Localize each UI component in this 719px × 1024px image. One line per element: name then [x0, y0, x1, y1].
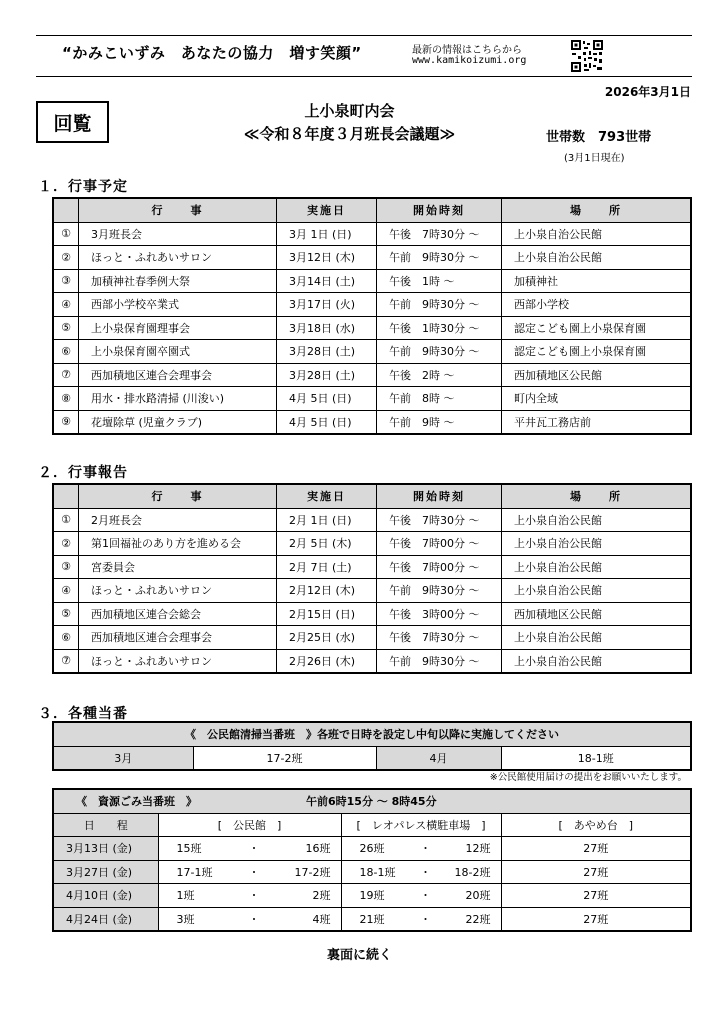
- garbage-row: [53, 907, 691, 931]
- table-row: [53, 293, 691, 317]
- garbage-header-row: [53, 789, 691, 813]
- event-name: 第1回福祉のあり方を進める会: [79, 532, 277, 556]
- event-time: 午前 9時30分 ～: [377, 340, 502, 364]
- leopalace-groups: [341, 860, 501, 884]
- event-time: 午後 7時30分 ～: [377, 626, 502, 650]
- group-a: 26班: [359, 842, 385, 856]
- ayamedai-group: 27班: [501, 837, 691, 861]
- table-row: [53, 387, 691, 411]
- event-place: 西加積地区公民館: [502, 363, 692, 387]
- event-date: 2月 1日 (日): [277, 508, 377, 532]
- separator-dot: ・: [420, 889, 431, 903]
- event-place: 加積神社: [502, 269, 692, 293]
- group-b: 20班: [465, 889, 491, 903]
- row-number: ⑤: [53, 316, 79, 340]
- household-as-of: (3月1日現在): [564, 153, 625, 164]
- event-place: 上小泉自治公民館: [502, 649, 692, 673]
- event-time: 午前 9時30分 ～: [377, 579, 502, 603]
- event-place: 上小泉自治公民館: [502, 532, 692, 556]
- separator-dot: ・: [248, 912, 260, 926]
- garbage-date: 4月10日 (金): [53, 884, 158, 908]
- meeting-title: ≪令和８年度３月班長会議題≫: [243, 125, 456, 143]
- table-row: [53, 246, 691, 270]
- garbage-duty-table: [52, 788, 692, 932]
- header-top-rule: [36, 35, 692, 36]
- leopalace-groups: [341, 907, 501, 931]
- event-name: 2月班長会: [79, 508, 277, 532]
- garbage-date: 3月27日 (金): [53, 860, 158, 884]
- separator-dot: ・: [248, 889, 260, 903]
- event-time: 午後 2時 ～: [377, 363, 502, 387]
- event-name: ほっと・ふれあいサロン: [79, 246, 277, 270]
- table-row: [53, 269, 691, 293]
- event-time: 午後 7時00分 ～: [377, 532, 502, 556]
- col-date: 実施日: [277, 484, 377, 508]
- event-time: 午後 7時00分 ～: [377, 555, 502, 579]
- event-time: 午後 7時30分 ～: [377, 222, 502, 246]
- cleaning-group-1: 17-2班: [193, 746, 376, 770]
- leopalace-groups: [341, 837, 501, 861]
- event-place: 上小泉自治公民館: [502, 626, 692, 650]
- row-number: ⑧: [53, 387, 79, 411]
- col-time: 開始時刻: [377, 198, 502, 222]
- group-b: 18-2班: [454, 865, 491, 879]
- event-place: 西部小学校: [502, 293, 692, 317]
- group-a: 3班: [176, 912, 195, 926]
- event-date: 4月 5日 (日): [277, 387, 377, 411]
- garbage-col-leopalace: [ レオパレス横駐車場 ]: [341, 813, 501, 837]
- event-place: 上小泉自治公民館: [502, 508, 692, 532]
- table-row: [53, 532, 691, 556]
- row-number: ④: [53, 293, 79, 317]
- event-place: 上小泉自治公民館: [502, 555, 692, 579]
- group-b: 16班: [305, 842, 331, 856]
- leopalace-groups: [341, 884, 501, 908]
- kominkan-groups: [158, 884, 341, 908]
- event-date: 3月 1日 (日): [277, 222, 377, 246]
- table-row: [53, 410, 691, 434]
- event-name: 西加積地区連合会理事会: [79, 363, 277, 387]
- group-a: 19班: [359, 889, 385, 903]
- group-a: 21班: [359, 912, 385, 926]
- table-row: [53, 602, 691, 626]
- section1-title: １．行事予定: [38, 179, 128, 195]
- event-name: 加積神社春季例大祭: [79, 269, 277, 293]
- row-number: ⑦: [53, 363, 79, 387]
- garbage-row: [53, 884, 691, 908]
- garbage-date: 4月24日 (金): [53, 907, 158, 931]
- event-time: 午前 9時30分 ～: [377, 246, 502, 270]
- cleaning-note: ※公民館使用届けの提出をお願いいたします。: [489, 772, 687, 783]
- garbage-header-time: 午前6時15分 ～ 8時45分: [306, 795, 437, 809]
- row-number: ⑦: [53, 649, 79, 673]
- schedule-table: [52, 197, 692, 435]
- event-time: 午前 9時30分 ～: [377, 293, 502, 317]
- event-name: ほっと・ふれあいサロン: [79, 649, 277, 673]
- event-name: 上小泉保育園理事会: [79, 316, 277, 340]
- garbage-col-date: 日 程: [53, 813, 158, 837]
- organization-name: 上小泉町内会: [304, 102, 395, 120]
- continued-notice: 裏面に続く: [326, 948, 392, 963]
- event-place: 上小泉自治公民館: [502, 222, 692, 246]
- event-date: 2月25日 (水): [277, 626, 377, 650]
- cleaning-header: 《 公民館清掃当番班 》各班で日時を設定し中旬以降に実施してください: [53, 722, 691, 746]
- group-b: 4班: [312, 912, 331, 926]
- cleaning-duty-table: [52, 721, 692, 771]
- event-date: 3月17日 (火): [277, 293, 377, 317]
- slogan: “かみこいずみ あなたの協力 増す笑顔”: [62, 44, 362, 62]
- ayamedai-group: 27班: [501, 907, 691, 931]
- table-row: [53, 649, 691, 673]
- event-name: 西加積地区連合会総会: [79, 602, 277, 626]
- table-row: [53, 579, 691, 603]
- separator-dot: ・: [248, 842, 260, 856]
- event-time: 午後 7時30分 ～: [377, 508, 502, 532]
- qr-code-icon[interactable]: [570, 39, 604, 73]
- event-place: 平井瓦工務店前: [502, 410, 692, 434]
- garbage-col-row: [53, 813, 691, 837]
- kominkan-groups: [158, 860, 341, 884]
- event-date: 2月15日 (日): [277, 602, 377, 626]
- table-row: [53, 316, 691, 340]
- info-text: 最新の情報はこちらから: [412, 45, 522, 56]
- group-b: 2班: [312, 889, 331, 903]
- circulation-stamp: 回覧: [36, 101, 109, 143]
- event-name: 上小泉保育園卒園式: [79, 340, 277, 364]
- website-link[interactable]: www.kamikoizumi.org: [412, 55, 527, 66]
- separator-dot: ・: [420, 865, 431, 879]
- cleaning-month-2: 4月: [376, 746, 501, 770]
- section2-title: ２．行事報告: [38, 465, 128, 481]
- table-row: [53, 340, 691, 364]
- col-time: 開始時刻: [377, 484, 502, 508]
- event-date: 3月28日 (土): [277, 363, 377, 387]
- row-number: ⑥: [53, 340, 79, 364]
- event-name: 西部小学校卒業式: [79, 293, 277, 317]
- cleaning-month-1: 3月: [53, 746, 193, 770]
- garbage-col-ayamedai: [ あやめ台 ]: [501, 813, 691, 837]
- event-date: 3月12日 (木): [277, 246, 377, 270]
- table-header-row: [53, 198, 691, 222]
- cleaning-header-row: [53, 722, 691, 746]
- ayamedai-group: 27班: [501, 884, 691, 908]
- group-a: 15班: [176, 842, 202, 856]
- event-place: 上小泉自治公民館: [502, 579, 692, 603]
- event-time: 午前 8時 ～: [377, 387, 502, 411]
- event-date: 2月12日 (木): [277, 579, 377, 603]
- cleaning-group-2: 18-1班: [501, 746, 691, 770]
- event-time: 午後 3時00分 ～: [377, 602, 502, 626]
- group-a: 1班: [176, 889, 195, 903]
- row-number: ②: [53, 246, 79, 270]
- header-bottom-rule: [36, 76, 692, 77]
- row-number: ③: [53, 269, 79, 293]
- col-no: [53, 198, 79, 222]
- garbage-row: [53, 837, 691, 861]
- event-date: 2月 5日 (木): [277, 532, 377, 556]
- group-b: 22班: [465, 912, 491, 926]
- report-table: [52, 483, 692, 674]
- event-name: 花壇除草 (児童クラブ): [79, 410, 277, 434]
- event-date: 3月18日 (水): [277, 316, 377, 340]
- event-date: 3月28日 (土): [277, 340, 377, 364]
- row-number: ⑥: [53, 626, 79, 650]
- col-no: [53, 484, 79, 508]
- table-header-row: [53, 484, 691, 508]
- event-place: 上小泉自治公民館: [502, 246, 692, 270]
- event-place: 町内全域: [502, 387, 692, 411]
- event-name: 西加積地区連合会理事会: [79, 626, 277, 650]
- table-row: [53, 555, 691, 579]
- event-place: 西加積地区公民館: [502, 602, 692, 626]
- separator-dot: ・: [420, 912, 431, 926]
- row-number: ⑨: [53, 410, 79, 434]
- row-number: ①: [53, 508, 79, 532]
- event-time: 午後 1時30分 ～: [377, 316, 502, 340]
- separator-dot: ・: [248, 865, 260, 879]
- event-place: 認定こども園上小泉保育園: [502, 316, 692, 340]
- kominkan-groups: [158, 907, 341, 931]
- issue-date: 2026年3月1日: [604, 85, 691, 99]
- event-name: 3月班長会: [79, 222, 277, 246]
- event-time: 午後 1時 ～: [377, 269, 502, 293]
- cleaning-row: [53, 746, 691, 770]
- event-date: 2月26日 (木): [277, 649, 377, 673]
- table-row: [53, 626, 691, 650]
- event-name: 宮委員会: [79, 555, 277, 579]
- kominkan-groups: [158, 837, 341, 861]
- garbage-date: 3月13日 (金): [53, 837, 158, 861]
- group-b: 17-2班: [294, 865, 331, 879]
- group-a: 18-1班: [359, 865, 396, 879]
- col-date: 実施日: [277, 198, 377, 222]
- event-time: 午前 9時30分 ～: [377, 649, 502, 673]
- section3-title: ３．各種当番: [38, 706, 128, 722]
- table-row: [53, 363, 691, 387]
- ayamedai-group: 27班: [501, 860, 691, 884]
- event-time: 午前 9時 ～: [377, 410, 502, 434]
- row-number: ⑤: [53, 602, 79, 626]
- event-place: 認定こども園上小泉保育園: [502, 340, 692, 364]
- garbage-row: [53, 860, 691, 884]
- household-count: 世帯数 793世帯: [546, 130, 652, 145]
- event-date: 3月14日 (土): [277, 269, 377, 293]
- group-b: 12班: [465, 842, 491, 856]
- event-date: 4月 5日 (日): [277, 410, 377, 434]
- col-place: 場 所: [502, 198, 692, 222]
- group-a: 17-1班: [176, 865, 213, 879]
- row-number: ②: [53, 532, 79, 556]
- separator-dot: ・: [420, 842, 431, 856]
- garbage-header: [53, 789, 691, 813]
- event-name: 用水・排水路清掃 (川浚い): [79, 387, 277, 411]
- row-number: ③: [53, 555, 79, 579]
- table-row: [53, 508, 691, 532]
- col-event: 行 事: [79, 198, 277, 222]
- garbage-col-kominkan: [ 公民館 ]: [158, 813, 341, 837]
- garbage-header-label: 《 資源ごみ当番班 》: [76, 795, 197, 809]
- row-number: ④: [53, 579, 79, 603]
- event-name: ほっと・ふれあいサロン: [79, 579, 277, 603]
- col-place: 場 所: [502, 484, 692, 508]
- table-row: [53, 222, 691, 246]
- event-date: 2月 7日 (土): [277, 555, 377, 579]
- col-event: 行 事: [79, 484, 277, 508]
- row-number: ①: [53, 222, 79, 246]
